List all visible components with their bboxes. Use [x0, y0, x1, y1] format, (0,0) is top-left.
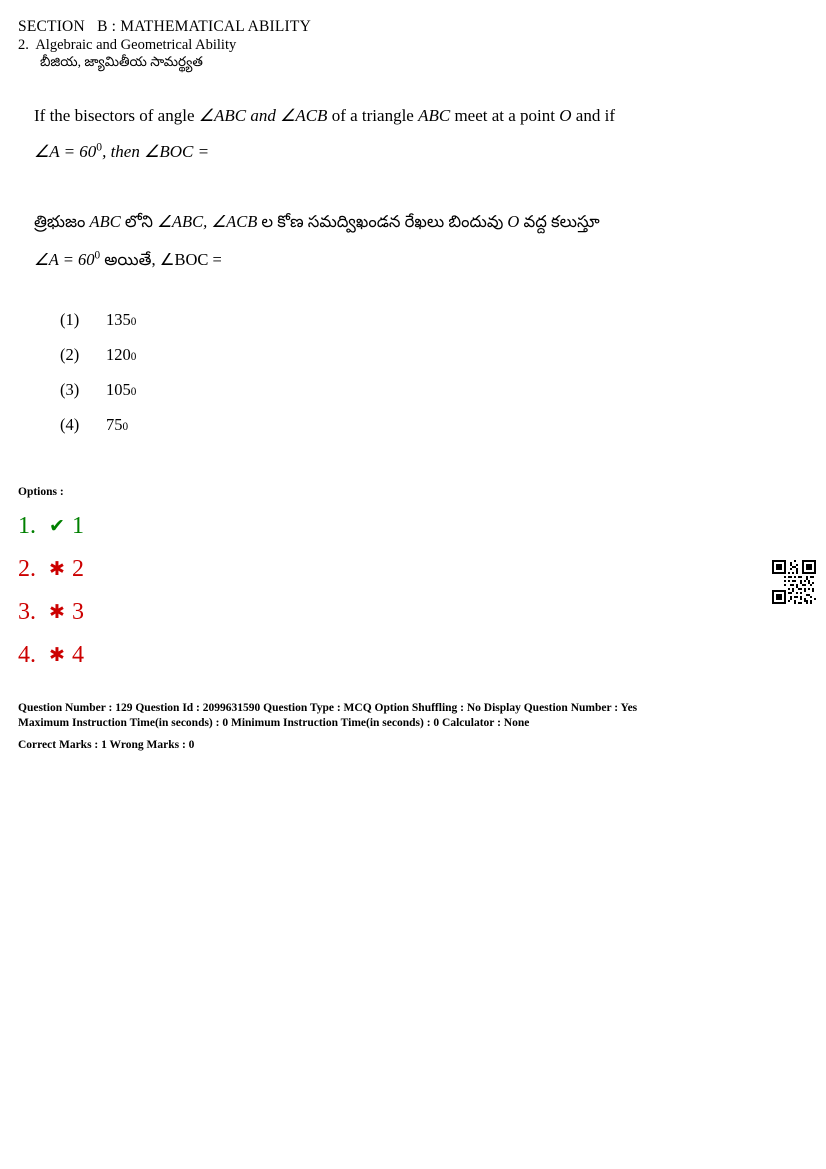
asterisk-icon: ✱: [49, 645, 65, 666]
question-text-english: [34, 98, 744, 170]
q-en-part3: meet at a point: [450, 106, 560, 125]
answer-value-3: 3: [72, 599, 84, 625]
q-te-part4: వద్ద కలుస్తూ: [519, 212, 600, 231]
topic-telugu: బీజియ, జ్యామితీయ సామర్థ్యత: [40, 54, 203, 69]
q-en-part1: If the bisectors of angle: [34, 106, 199, 125]
q-te-math1: ABC: [89, 212, 121, 231]
asterisk-icon: ✱: [49, 602, 65, 623]
q-en-math3: O: [559, 106, 572, 125]
check-icon: ✔: [49, 516, 65, 537]
q-te-line2-degree: 0: [94, 249, 101, 262]
choice-list: [60, 310, 136, 450]
metadata-line-3: Correct Marks : 1 Wrong Marks : 0: [18, 739, 195, 751]
section-header: SECTION B : MATHEMATICAL ABILITY: [18, 18, 311, 35]
answer-key-list: [18, 505, 84, 677]
answer-row-4: [18, 634, 84, 677]
answer-row-1: [18, 505, 84, 548]
choice-value-2: 120: [106, 345, 131, 364]
answer-value-2: 2: [72, 556, 84, 582]
choice-number-2: (2): [60, 345, 80, 364]
choice-number-3: (3): [60, 380, 80, 399]
answer-value-1: 1: [72, 513, 84, 539]
metadata-line-2: Maximum Instruction Time(in seconds) : 0 Minimum Instruction Time(in seconds) : 0 Calculator : None: [18, 716, 530, 729]
asterisk-icon: ✱: [49, 559, 65, 580]
question-text-telugu: [34, 203, 754, 279]
topic-english: 2. Algebraic and Geometrical Ability: [18, 37, 237, 53]
answer-index-1: 1.: [18, 513, 36, 539]
question-english-line1: [34, 98, 744, 134]
answer-index-2: 2.: [18, 556, 36, 582]
choice-item-1[interactable]: (1) 135 0: [60, 310, 137, 329]
q-te-line2-b: అయితే, ∠BOC =: [100, 250, 222, 269]
q-te-part1: త్రిభుజం: [34, 212, 90, 231]
choice-number-1: (1): [60, 310, 80, 329]
answer-value-4: 4: [72, 642, 84, 668]
q-en-math2: ABC: [418, 106, 451, 125]
question-telugu-line1: [34, 203, 754, 241]
choice-value-1: 135: [106, 310, 131, 329]
qr-code: [772, 560, 816, 604]
question-english-line2: [34, 134, 744, 170]
q-en-part2: of a triangle: [327, 106, 419, 125]
q-te-part2: లోని: [120, 212, 158, 231]
answer-row-2: [18, 548, 84, 591]
q-en-line2-degree: 0: [96, 140, 103, 154]
choice-value-3: 105: [106, 380, 131, 399]
answer-index-3: 3.: [18, 599, 36, 625]
choice-item-2[interactable]: (2) 120 0: [60, 345, 137, 364]
question-metadata: [18, 701, 808, 753]
q-en-part4: and if: [571, 106, 615, 125]
options-label: Options :: [18, 486, 64, 498]
question-telugu-line2: [34, 241, 754, 279]
answer-index-4: 4.: [18, 642, 36, 668]
q-te-math2: ∠ABC, ∠ACB: [157, 212, 258, 231]
choice-number-4: (4): [60, 415, 80, 434]
q-te-math3: O: [507, 212, 520, 231]
q-te-line2-a: ∠A = 60: [34, 250, 95, 269]
choice-item-3[interactable]: (3) 105 0: [60, 380, 137, 399]
q-te-part3: ల కోణ సమద్విఖండన రేఖలు బిందువు: [257, 212, 508, 231]
q-en-line2-a: ∠A = 60: [34, 142, 97, 161]
metadata-line-1: Question Number : 129 Question Id : 2099631590 Question Type : MCQ Option Shuffling : No Display Question Number : Yes: [18, 702, 638, 714]
answer-row-3: [18, 591, 84, 634]
choice-item-4[interactable]: (4) 75 0: [60, 415, 129, 434]
q-en-line2-b: , then ∠BOC =: [102, 142, 210, 161]
choice-value-4: 75: [106, 415, 123, 434]
q-en-math1: ∠ABC and ∠ACB: [198, 106, 328, 125]
